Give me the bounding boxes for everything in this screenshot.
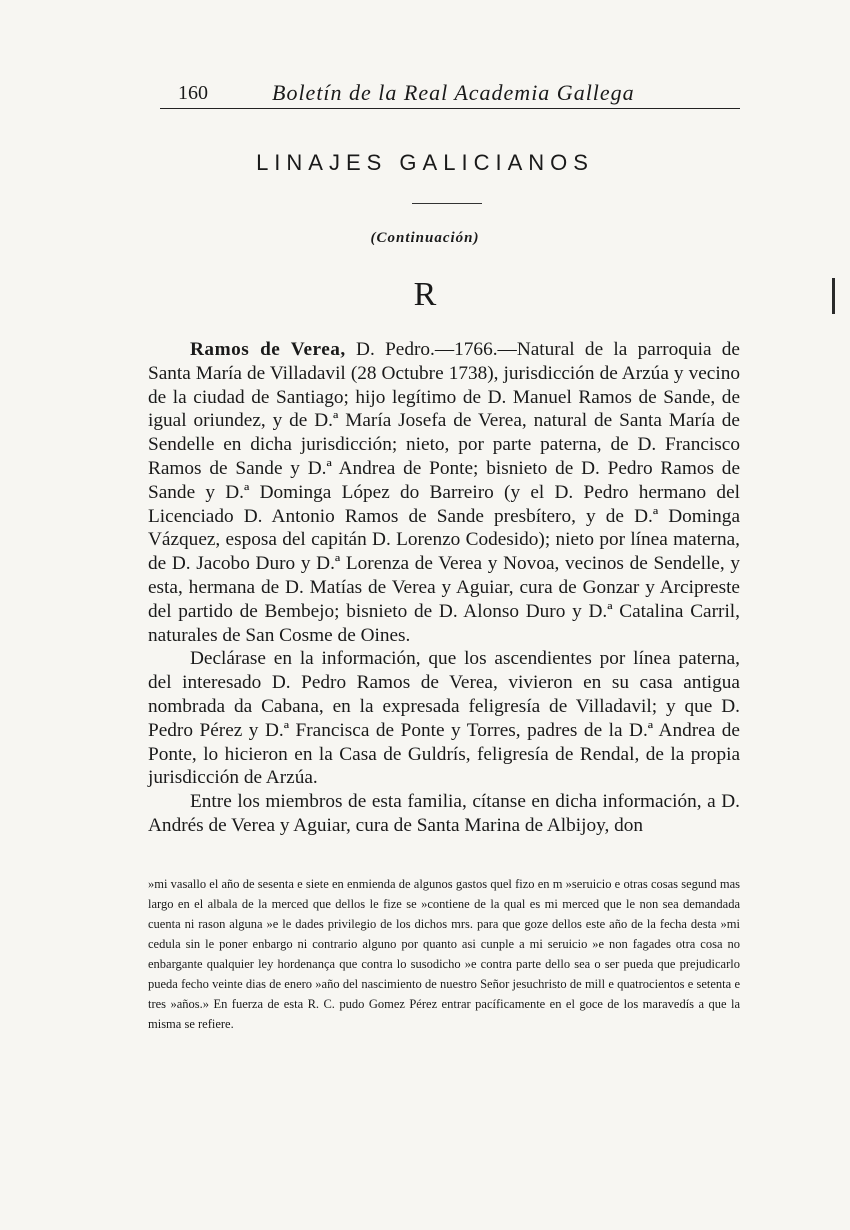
entry-paragraph-1 xyxy=(148,338,740,647)
footnote-text: »mi vasallo el año de sesenta e siete en enmienda de algunos gastos quel fizo en m »seruicio e otras cosas segund mas largo en el albala de la merced que dellos le fize se »contiene de la qual es mi merced que le non sea demandada cuenta ni rason alguna »e le dades privilegio de los dichos mrs. para que goze dellos este año de la fecha desta »mi cedula sin le poner enbargo ni contrario alguno por quanto asi cunple a mi seruicio »e non fagades otra cosa no enbargante qualquier ley hordenança que contra lo susodicho »e contra parte dello sea o ser pueda que prejudicarlo pueda fecho veinte dias de enero »año del nascimiento de nuestro Señor jesuchristo de mill e quatrocientos e setenta e tres »años.» En fuerza de esta R. C. pudo Gomez Pérez entrar pacíficamente en el goce de los maravedís a que la misma se refiere. xyxy=(148,877,740,1031)
footnote xyxy=(148,874,740,1034)
running-title: Boletín de la Real Academia Gallega xyxy=(272,80,635,105)
body-text xyxy=(148,338,740,838)
section-letter: R xyxy=(413,276,437,313)
entry-paragraph-1-text: D. Pedro.—1766.—Natural de la parroquia de Santa María de Villadavil (28 Octubre 1738), jurisdicción de Arzúa y vecino de la ciudad de Santiago; hijo legítimo de D. Manuel Ramos de Sande, de igual oriundez, y de D.ª María Josefa de Verea, natural de Santa María de Sendelle en dicha jurisdicción; nieto, por parte paterna, de D. Francisco Ramos de Sande y D.ª Andrea de Ponte; bisnieto de D. Pedro Ramos de Sande y D.ª Dominga López do Barreiro (y el D. Pedro hermano del Licenciado D. Antonio Ramos de Sande presbítero, y de D.ª Dominga Vázquez, esposa del capitán D. Lorenzo Codesido); nieto por línea materna, de D. Jacobo Duro y D.ª Lorenza de Verea y Novoa, vecinos de Sendelle, y esta, hermana de D. Matías de Verea y Aguiar, cura de Gonzar y Arcipreste del partido de Bembejo; bisnieto de D. Alonso Duro y D.ª Catalina Carril, naturales de San Cosme de Oines. xyxy=(148,339,740,646)
article-title: LINAJES GALICIANOS xyxy=(256,150,594,175)
entry-paragraph-3: Entre los miembros de esta familia, cítanse en dicha información, a D. Andrés de Verea y Aguiar, cura de Santa Marina de Albijoy, don xyxy=(148,791,740,836)
page-header xyxy=(160,78,740,109)
page-number: 160 xyxy=(178,82,208,104)
margin-mark xyxy=(832,278,835,314)
entry-paragraph-2: Declárase en la información, que los ascendientes por línea paterna, del interesado D. Pedro Ramos de Verea, vivieron en su casa antigua nombrada da Cabana, en la expresada feligresía de Villadavil; y que D. Pedro Pérez y D.ª Francisca de Ponte y Torres, padres de la D.ª Andrea de Ponte, lo hicieron en la Casa de Guldrís, feligresía de Rendal, de la propia jurisdicción de Arzúa. xyxy=(148,648,740,789)
title-divider xyxy=(412,203,482,204)
entry-lead-name: Ramos de Verea, xyxy=(190,339,346,360)
continuation-note: (Continuación) xyxy=(370,230,480,246)
